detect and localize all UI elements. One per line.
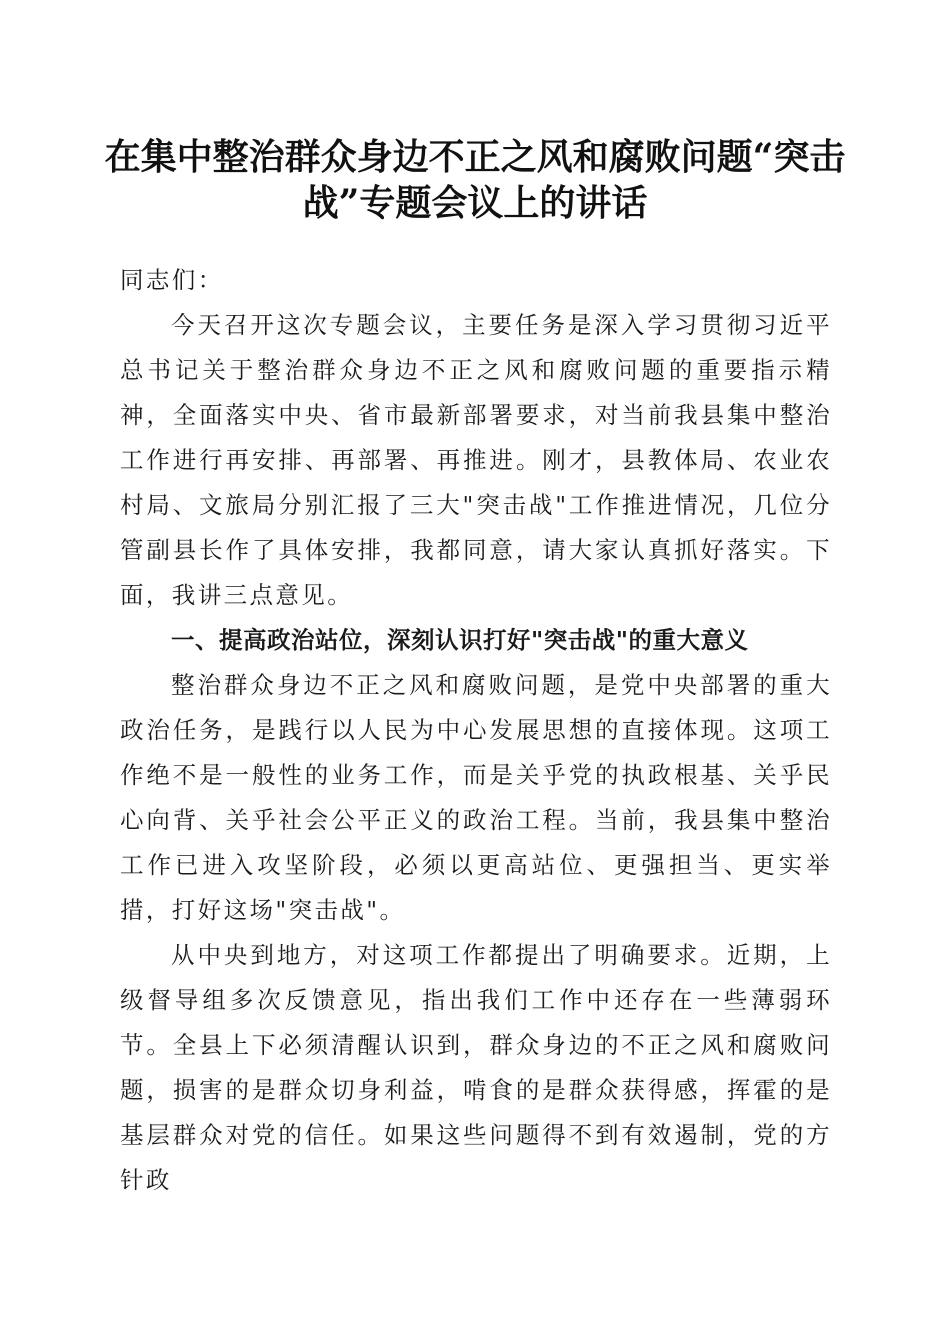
salutation: 同志们： [120,266,224,294]
paragraph-2: 整治群众身边不正之风和腐败问题，是党中央部署的重大政治任务，是践行以人民为中心发展思想的直接体现。这项工作绝不是一般性的业务工作，而是关乎党的执政根基、关乎民心向背、关乎社会公平正义的政治工程。当前，我县集中整治工作已进入攻坚阶段，必须以更高站位、更强担当、更实举措，打好这场"突击战"。 [120,671,832,924]
paragraph-1: 今天召开这次专题会议，主要任务是深入学习贯彻习近平总书记关于整治群众身边不正之风和腐败问题的重要指示精神，全面落实中央、省市最新部署要求，对当前我县集中整治工作进行再安排、再部署、再推进。刚才，县教体局、农业农村局、文旅局分别汇报了三大"突击战"工作推进情况，几位分管副县长作了具体安排，我都同意，请大家认真抓好落实。下面，我讲三点意见。 [120,311,832,609]
document-title: 在集中整治群众身边不正之风和腐败问题“突击战”专题会议上的讲话 [104,136,846,224]
section-heading-1: 一、提高政治站位，深刻认识打好"突击战"的重大意义 [171,626,749,654]
paragraph-3: 从中央到地方，对这项工作都提出了明确要求。近期，上级督导组多次反馈意见，指出我们工作中还存在一些薄弱环节。全县上下必须清醒认识到，群众身边的不正之风和腐败问题，损害的是群众切身利益，啃食的是群众获得感，挥霍的是基层群众对党的信任。如果这些问题得不到有效遏制，党的方针政 [120,941,832,1194]
document-body [120,258,832,1203]
